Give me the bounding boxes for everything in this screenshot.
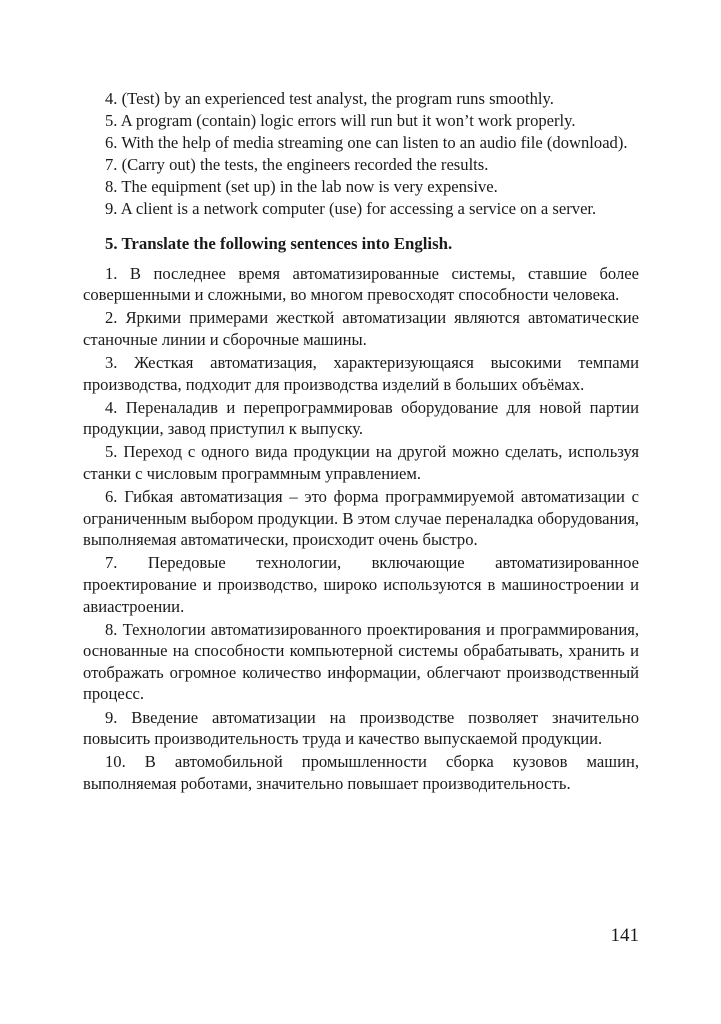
exercise-4-list	[83, 88, 639, 220]
exercise-5-list	[83, 263, 639, 795]
list-item: 4. (Test) by an experienced test analyst, the program runs smoothly.	[105, 89, 554, 108]
page-number: 141	[610, 925, 639, 946]
list-item: 9. A client is a network computer (use) for accessing a service on a server.	[105, 199, 597, 219]
exercise-5-heading: 5. Translate the following sentences into English.	[105, 234, 453, 254]
list-item: 8. The equipment (set up) in the lab now is very expensive.	[105, 177, 498, 197]
list-item: 5. A program (contain) logic errors will run but it won’t work properly.	[105, 111, 576, 131]
list-item: 8. Технологии автоматизированного проектирования и программирования, основанные на способности компьютерной системы обрабатывать, хранить и отображать огромное количество информации, облегчают производственный процесс.	[83, 619, 639, 704]
list-item: 2. Яркими примерами жесткой автоматизации являются автоматические станочные линии и сборочные машины.	[83, 308, 639, 349]
list-item: 1. В последнее время автоматизированные системы, ставшие более совершенными и сложными, во многом превосходят способности человека.	[83, 263, 639, 305]
list-item: 6. With the help of media streaming one can listen to an audio file (download).	[105, 133, 628, 153]
list-item: 9. Введение автоматизации на производстве позволяет значительно повысить производительность труда и качество выпускаемой продукции.	[83, 707, 639, 749]
list-item: 5. Переход с одного вида продукции на другой можно сделать, используя станки с числовым программным управлением.	[83, 442, 639, 483]
list-item: 6. Гибкая автоматизация – это форма программируемой автоматизации с ограниченным выбором продукции. В этом случае переналадка оборудования, выполняемая автоматически, происходит очень быстро.	[83, 487, 639, 550]
list-item: 4. Переналадив и перепрограммировав оборудование для новой партии продукции, завод приступил к выпуску.	[83, 397, 639, 439]
page-content	[83, 88, 639, 796]
list-item: 10. В автомобильной промышленности сборка кузовов машин, выполняемая роботами, значительно повышает производительность.	[83, 752, 639, 793]
list-item: 7. (Carry out) the tests, the engineers recorded the results.	[105, 155, 489, 175]
list-item: 7. Передовые технологии, включающие автоматизированное проектирование и производство, широко используются в машиностроении и авиастроении.	[83, 553, 639, 616]
list-item: 3. Жесткая автоматизация, характеризующаяся высокими темпами производства, подходит для производства изделий в больших объёмах.	[83, 353, 639, 394]
